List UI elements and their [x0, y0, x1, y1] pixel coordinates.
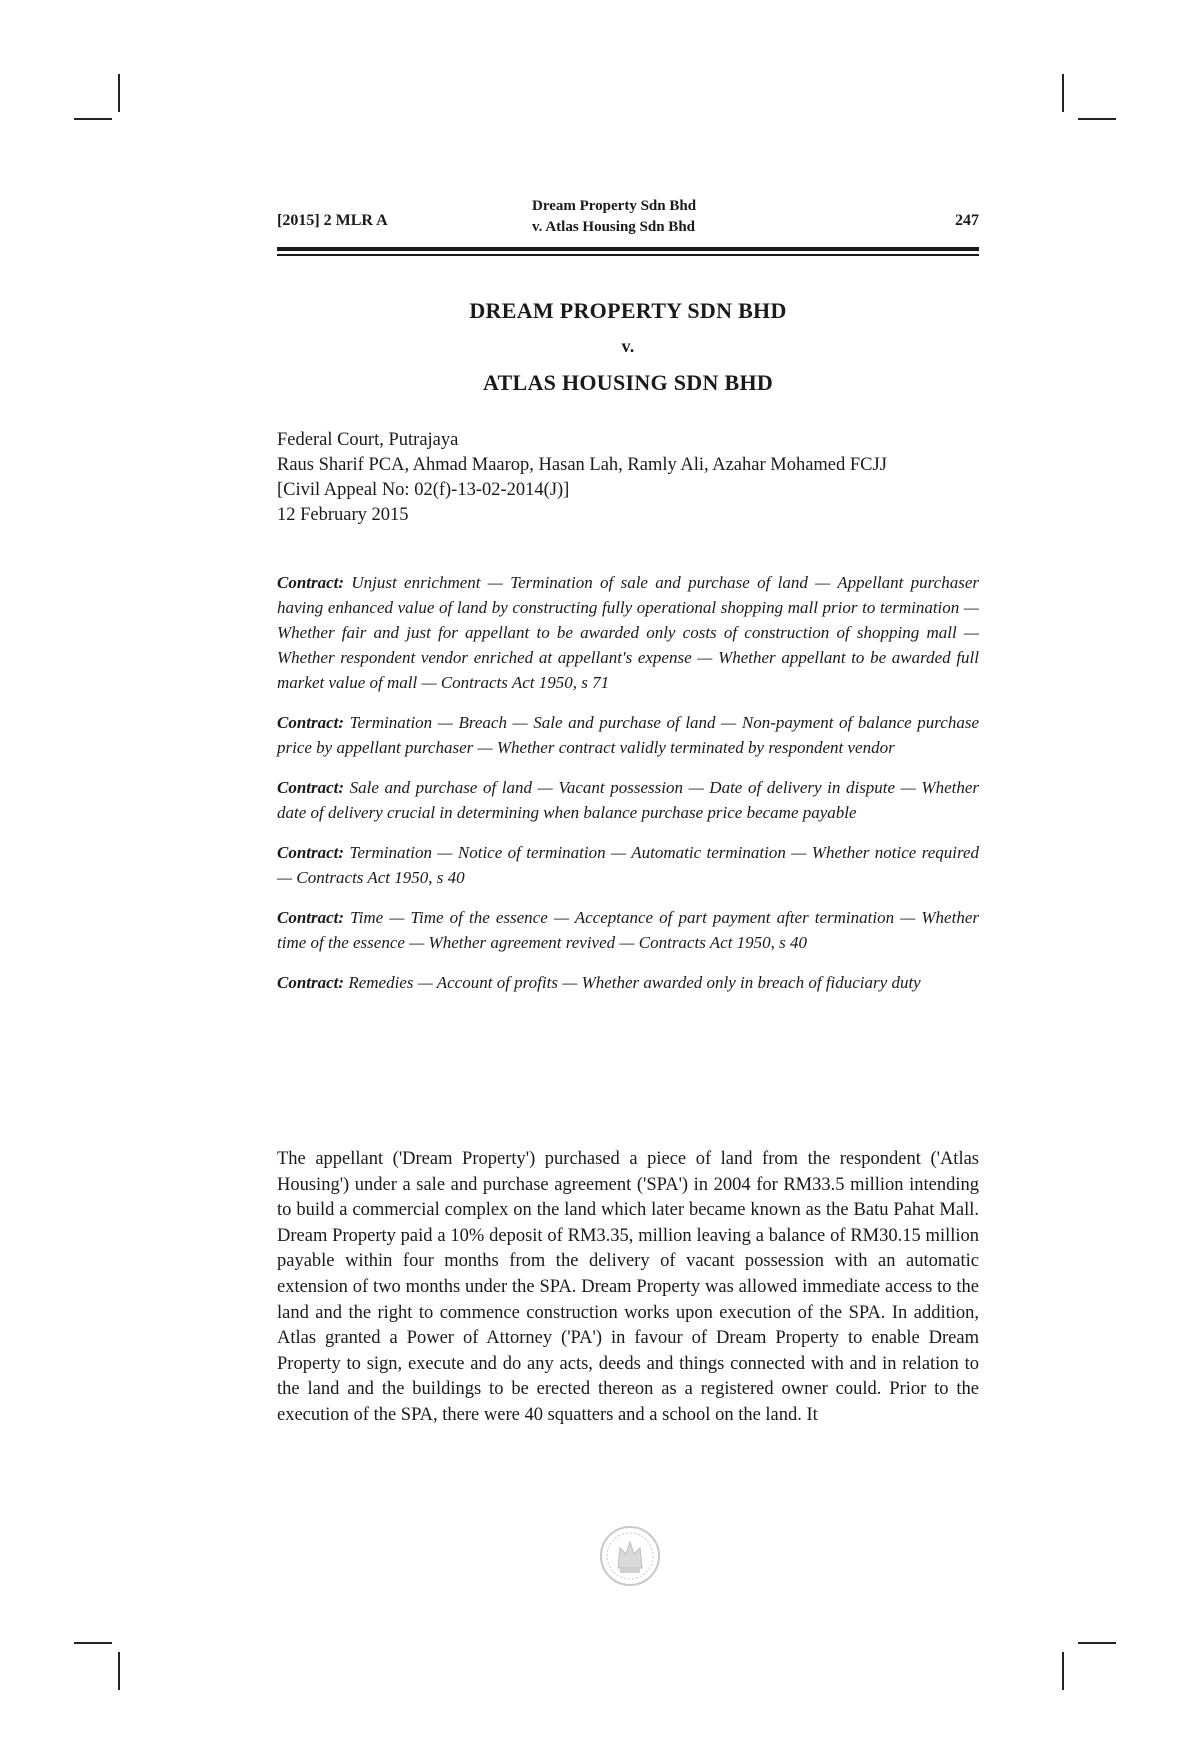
crop-mark-bottom-left-horizontal — [74, 1642, 112, 1644]
case-meta — [277, 428, 979, 528]
case-title-party-1: DREAM PROPERTY SDN BHD — [469, 298, 787, 323]
crop-mark-top-right-horizontal — [1078, 118, 1116, 120]
headnote-text: Unjust enrichment — Termination of sale and purchase of land — Appellant purchaser having enhanced value of land by constructing fully operational shopping mall prior to termination — Whether fair and just for appellant to be awarded only costs of construction of shopping mall — Whether respondent vendor enriched at appellant's expense — Whether appellant to be awarded full market value of mall — Contracts Act 1950, s 71 — [277, 573, 979, 692]
headnote-text: Sale and purchase of land — Vacant possession — Date of delivery in dispute — Whether date of delivery crucial in determining when balance purchase price became payable — [277, 778, 979, 822]
headnote-text: Time — Time of the essence — Acceptance of part payment after termination — Whether time of the essence — Whether agreement revived — Contracts Act 1950, s 40 — [277, 908, 979, 952]
headnote — [277, 775, 979, 825]
headnote-category: Contract: — [277, 973, 345, 992]
headnote-text: Remedies — Account of profits — Whether awarded only in breach of fiduciary duty — [344, 973, 921, 992]
case-title-party-2: ATLAS HOUSING SDN BHD — [482, 370, 774, 395]
header-case-name — [532, 196, 696, 238]
court-seal-watermark-icon — [598, 1524, 662, 1588]
header-citation: [2015] 2 MLR A — [277, 212, 388, 229]
header-rule-thick — [277, 247, 979, 251]
headnote — [277, 710, 979, 760]
headnote-category: Contract: — [277, 573, 345, 592]
case-title-versus: v. — [621, 336, 635, 356]
headnotes — [277, 570, 979, 1010]
crop-mark-top-right-vertical — [1062, 74, 1064, 112]
running-header — [277, 196, 979, 246]
headnote — [277, 570, 979, 695]
crop-mark-bottom-right-vertical — [1062, 1652, 1064, 1690]
headnote-text: Termination — Notice of termination — Automatic termination — Whether notice required — Contracts Act 1950, s 40 — [277, 843, 979, 887]
crop-mark-bottom-left-vertical — [118, 1652, 120, 1690]
crop-mark-bottom-right-horizontal — [1078, 1642, 1116, 1644]
header-case-line-1: Dream Property Sdn Bhd — [532, 198, 697, 214]
appeal-number: [Civil Appeal No: 02(f)-13-02-2014(J)] — [277, 480, 570, 500]
headnote — [277, 840, 979, 890]
crop-mark-top-left-vertical — [118, 74, 120, 112]
headnote — [277, 905, 979, 955]
judges: Raus Sharif PCA, Ahmad Maarop, Hasan Lah, Ramly Ali, Azahar Mohamed FCJJ — [277, 455, 887, 475]
header-case-line-2: v. Atlas Housing Sdn Bhd — [532, 219, 696, 235]
header-rule-thin — [277, 254, 979, 256]
headnote — [277, 970, 979, 995]
case-summary-paragraph: The appellant ('Dream Property') purchased a piece of land from the respondent ('Atlas Housing') under a sale and purchase agreement ('SPA') in 2004 for RM33.5 million intending to build a commercial complex on the land which later became known as the Batu Pahat Mall. Dream Property paid a 10% deposit of RM3.35, million leaving a balance of RM30.15 million payable within four months from the delivery of vacant possession with an automatic extension of two months under the SPA. Dream Property was allowed immediate access to the land and the right to commence construction works upon execution of the SPA. In addition, Atlas granted a Power of Attorney ('PA') in favour of Dream Property to enable Dream Property to sign, execute and do any acts, deeds and things connected with and in relation to the land and the buildings to be erected thereon as a registered owner could. Prior to the execution of the SPA, there were 40 squatters and a school on the land. It — [277, 1149, 979, 1425]
header-page-number: 247 — [955, 212, 979, 229]
judgment-date: 12 February 2015 — [277, 505, 409, 525]
crop-mark-top-left-horizontal — [74, 118, 112, 120]
headnote-category: Contract: — [277, 713, 345, 732]
headnote-category: Contract: — [277, 843, 345, 862]
court-name: Federal Court, Putrajaya — [277, 430, 459, 450]
headnote-text: Termination — Breach — Sale and purchase of land — Non-payment of balance purchase price by appellant purchaser — Whether contract validly terminated by respondent vendor — [277, 713, 979, 757]
headnote-category: Contract: — [277, 908, 345, 927]
headnote-category: Contract: — [277, 778, 345, 797]
